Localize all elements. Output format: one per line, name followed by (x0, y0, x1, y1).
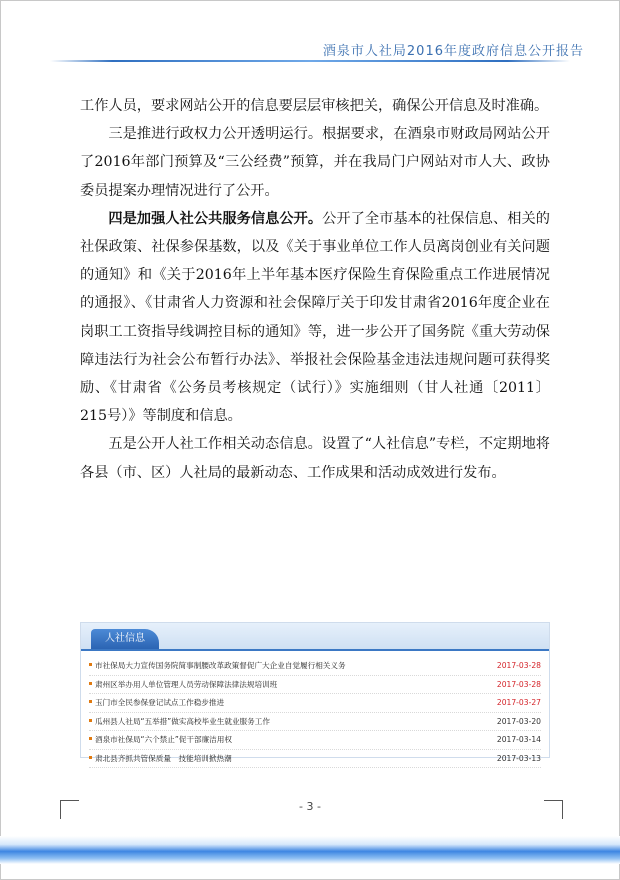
news-item-title[interactable]: 肃州区举办用人单位管理人员劳动保障法律法规培训班 (95, 679, 278, 689)
news-item-date: 2017-03-27 (496, 698, 541, 707)
footer-band (0, 836, 620, 864)
header-title: 酒泉市人社局2016年度政府信息公开报告 (322, 44, 584, 59)
news-item-date: 2017-03-28 (496, 679, 541, 689)
bullet-icon (89, 737, 92, 740)
bullet-icon (89, 663, 92, 666)
news-item-title[interactable]: 市社保局大力宣传国务院简事制腰改革政策督促广大企业自觉履行相关义务 (95, 661, 346, 670)
news-item[interactable] (89, 750, 541, 769)
bullet-icon (89, 682, 92, 685)
news-item-date: 2017-03-20 (496, 716, 541, 726)
paragraph-3-text: 公开了全市基本的社保信息、相关的社保政策、社保参保基数，以及《关于事业单位工作人员离岗创业有关问题的通知》和《关于2016年上半年基本医疗保险生育保险重点工作进展情况的通报》、《甘肃省人力资源和社会保障厅关于印发甘肃省2016年度企业在岗职工工资指导线调控目标的通知》等，进一步公开了国务院《重大劳动保障违法行为社会公布暂行办法》、举报社会保险基金违法违规问题可获得奖励、《甘肃省《公务员考核规定（试行）》实施细则（甘人社通〔2011〕215号）》等制度和信息。 (80, 210, 550, 425)
header-rule (50, 60, 570, 62)
news-panel-header (81, 623, 549, 651)
news-item-date: 2017-03-28 (496, 661, 541, 670)
news-tab: 人社信息 (91, 629, 159, 649)
news-item[interactable] (89, 713, 541, 732)
news-item-title[interactable]: 肃北县齐抓共管保质量 技能培训掀热潮 (95, 753, 232, 763)
page-number: - 3 - (299, 800, 321, 813)
news-item[interactable] (89, 657, 541, 676)
news-item-title[interactable]: 瓜州县人社局“五举措”做实高校毕业生就业服务工作 (95, 716, 270, 726)
paragraph-1: 工作人员，要求网站公开的信息要层层审核把关，确保公开信息及时准确。 (80, 98, 549, 114)
news-panel-screenshot (80, 622, 550, 763)
paragraph-3-lead: 四是加强人社公共服务信息公开。 (108, 210, 323, 227)
paragraph-2: 三是推进行政权力公开透明运行。根据要求，在酒泉市财政局网站公开了2016年部门预算及“三公经费”预算，并在我局门户网站对市人大、政协委员提案办理情况进行了公开。 (80, 126, 550, 199)
bullet-icon (89, 700, 92, 703)
news-item[interactable] (89, 676, 541, 695)
news-list (81, 657, 549, 768)
news-item[interactable] (89, 694, 541, 713)
bullet-icon (89, 756, 92, 759)
body-text (80, 92, 550, 487)
page-header (0, 0, 620, 66)
news-item[interactable] (89, 731, 541, 750)
news-item-title[interactable]: 酒泉市社保局“六个禁止”促干部廉洁用权 (95, 735, 232, 744)
news-item-date: 2017-03-14 (496, 735, 541, 744)
news-item-date: 2017-03-13 (496, 753, 541, 763)
paragraph-4: 五是公开人社工作相关动态信息。设置了“人社信息”专栏，不定期地将各县（市、区）人社局的最新动态、工作成果和活动成效进行发布。 (80, 436, 550, 481)
bullet-icon (89, 719, 92, 722)
news-item-title[interactable]: 玉门市全民参保登记试点工作稳步推进 (95, 698, 225, 707)
paragraph-3 (80, 205, 550, 431)
